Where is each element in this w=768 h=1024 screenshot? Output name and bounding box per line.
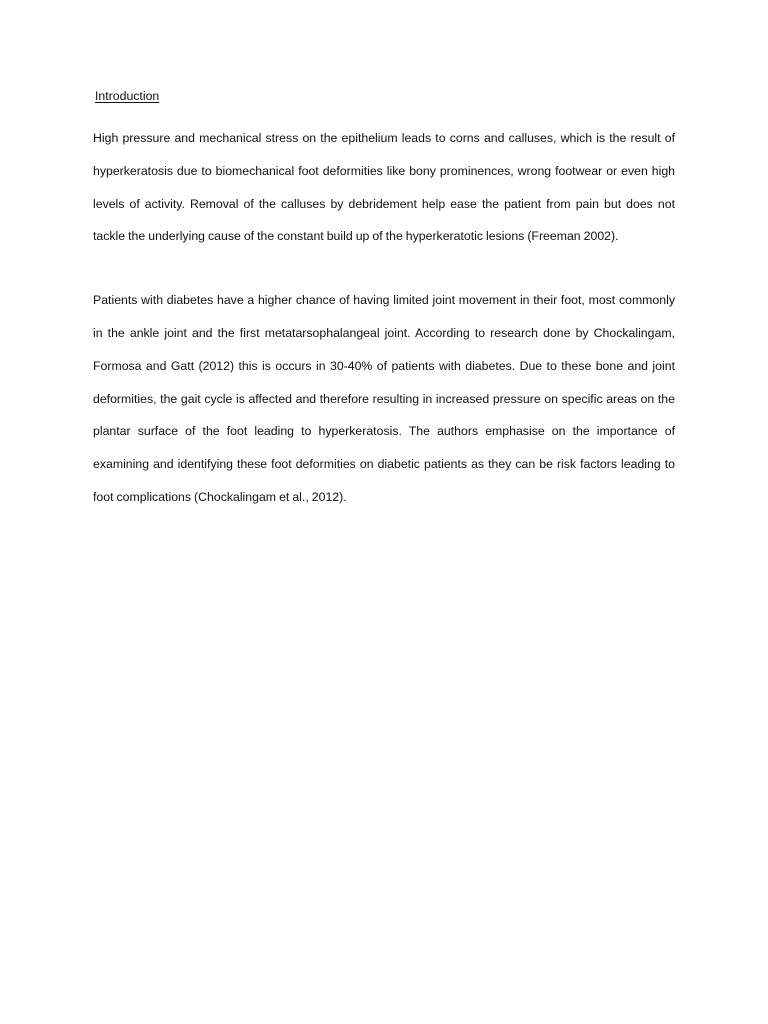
document-body bbox=[93, 86, 675, 514]
paragraph-calluses: High pressure and mechanical stress on the epithelium leads to corns and calluses, which is the result of hyperkeratosis due to biomechanical foot deformities like bony prominences, wrong footwear or even high levels of activity. Removal of the calluses by debridement help ease the patient from pain but does not tackle the underlying cause of the constant build up of the hyperkeratotic lesions (Freeman 2002). bbox=[93, 131, 675, 244]
paragraph-diabetes: Patients with diabetes have a higher chance of having limited joint movement in their foot, most commonly in the ankle joint and the first metatarsophalangeal joint. According to research done by Chockalingam, Formosa and Gatt (2012) this is occurs in 30-40% of patients with diabetes. Due to these bone and joint deformities, the gait cycle is affected and therefore resulting in increased pressure on specific areas on the plantar surface of the foot leading to hyperkeratosis. The authors emphasise on the importance of examining and identifying these foot deformities on diabetic patients as they can be risk factors leading to foot complications (Chockalingam et al., 2012). bbox=[93, 293, 675, 504]
section-heading: Introduction bbox=[95, 89, 160, 103]
